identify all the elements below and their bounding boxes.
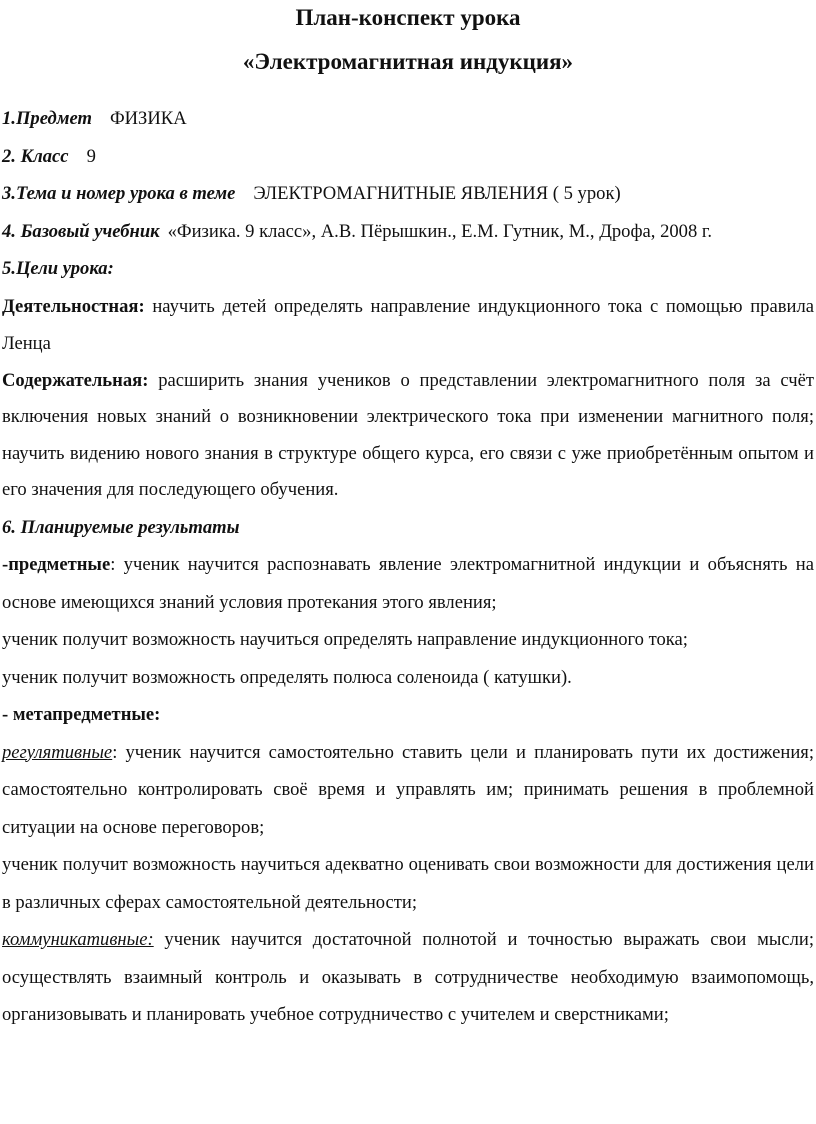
- textbook-value: «Физика. 9 класс», А.В. Пёрышкин., Е.М. Гутник, М., Дрофа, 2008 г.: [167, 220, 713, 242]
- meta-heading: [2, 696, 814, 734]
- topic-value: ЭЛЕКТРОМАГНИТНЫЕ ЯВЛЕНИЯ ( 5 урок): [253, 183, 621, 204]
- subject-results-text: : ученик научится распознавать явление электромагнитной индукции и объяснять на основе имеющихся знаний условия протекания этого явления;: [2, 554, 814, 613]
- lesson-title: «Электромагнитная индукция»: [242, 49, 574, 74]
- content-text: расширить знания учеников о представлении электромагнитного поля за счёт включения новых знаний о возникновении электрического тока при изменении магнитного поля; научить видению нового знания в структуре общего курса, его связи с уже приобретённым опытом и его значения для последующего обучения.: [2, 369, 815, 500]
- subject-label: 1.Предмет: [2, 108, 92, 129]
- communicative-para: [2, 921, 814, 1034]
- grade-line: [2, 138, 814, 176]
- regulative-para2: ученик получит возможность научиться адекватно оценивать свои возможности для достижения цели в различных сферах самостоятельной деятельности;: [2, 854, 814, 913]
- grade-value: 9: [86, 145, 96, 167]
- regulative-label: регулятивные: [2, 741, 113, 763]
- activity-text: научить детей определять направление индукционного тока с помощью правила Ленца: [2, 295, 814, 354]
- results-subject: [2, 546, 814, 621]
- results-subject-line2: ученик получит возможность научиться определять направление индукционного тока;: [2, 629, 688, 650]
- activity-label: Деятельностная:: [2, 295, 145, 317]
- regulative-text: : ученик научится самостоятельно ставить цели и планировать пути их достижения; самостоятельно контролировать своё время и управлять им; принимать решения в проблемной ситуации на основе переговоров;: [2, 741, 814, 838]
- topic-label: 3.Тема и номер урока в теме: [2, 183, 236, 204]
- goals-label: 5.Цели урока:: [2, 258, 114, 279]
- textbook-label: 4. Базовый учебник: [2, 220, 160, 242]
- document-title: План-конспект урока: [295, 5, 521, 30]
- results-subject-line3: ученик получит возможность определять полюса соленоида ( катушки).: [2, 666, 572, 688]
- regulative-para: [2, 734, 814, 847]
- communicative-text: ученик научится достаточной полнотой и точностью выражать свои мысли; осуществлять взаимный контроль и оказывать в сотрудничестве необходимую взаимопомощь, организовывать и планировать учебное сотрудничество с учителем и сверстниками;: [2, 929, 814, 1025]
- content-label: Содержательная:: [2, 369, 149, 391]
- goals-heading: [2, 250, 814, 288]
- topic-line: [2, 175, 814, 213]
- subject-results-label: -предметные: [2, 554, 111, 575]
- results-heading: [2, 509, 814, 547]
- grade-label: 2. Класс: [2, 145, 69, 167]
- meta-label: - метапредметные:: [2, 704, 161, 725]
- subject-value: ФИЗИКА: [109, 108, 187, 129]
- goal-activity: [2, 288, 814, 363]
- textbook-line: [2, 213, 814, 251]
- communicative-label: коммуникативные:: [2, 929, 154, 950]
- goal-content: [2, 363, 814, 509]
- results-label: 6. Планируемые результаты: [2, 516, 240, 538]
- subject-line: [2, 100, 814, 138]
